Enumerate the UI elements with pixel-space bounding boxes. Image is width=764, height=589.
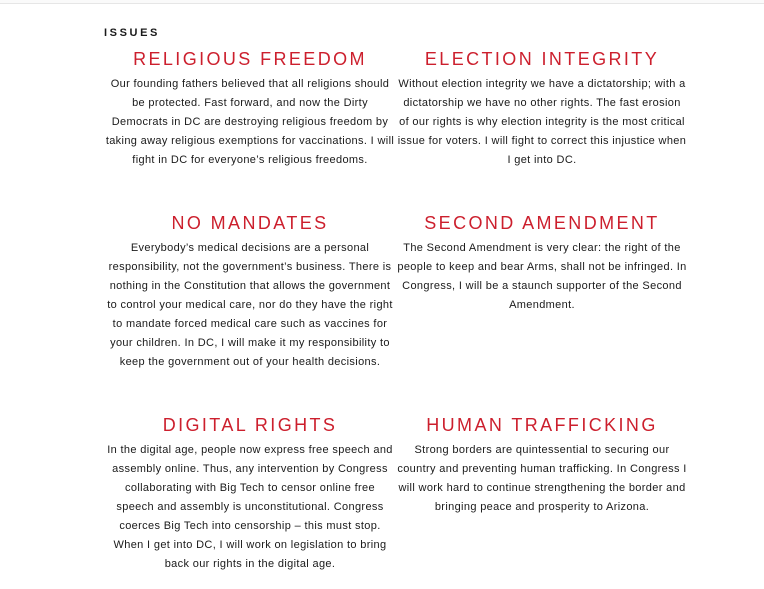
issue-religious-freedom <box>105 48 395 170</box>
issue-description: Strong borders are quintessential to securing our country and preventing human trafficking. In Congress I will work hard to continue strengthening the border and bringing peace and prosperity to Arizona. <box>397 444 687 513</box>
issue-description: Without election integrity we have a dictatorship; with a dictatorship we have no other rights. The fast erosion of our rights is why election integrity is the most critical issue for voters. I will fight to correct this injustice when I get into DC. <box>397 78 687 166</box>
issue-description: In the digital age, people now express free speech and assembly online. Thus, any intervention by Congress collaborating with Big Tech to censor online free speech and assembly is unconstitutional. Congress coerces Big Tech into censorship – this must stop. When I get into DC, I will work on legislation to bring back our rights in the digital age. <box>107 444 393 570</box>
issue-second-amendment <box>397 212 687 315</box>
issue-no-mandates <box>105 212 395 372</box>
issue-human-trafficking <box>397 414 687 517</box>
issue-title: DIGITAL RIGHTS <box>162 415 338 435</box>
issue-title: RELIGIOUS FREEDOM <box>133 49 367 69</box>
top-divider <box>0 0 764 4</box>
issue-election-integrity <box>397 48 687 170</box>
issue-title: SECOND AMENDMENT <box>424 213 660 233</box>
issue-title: NO MANDATES <box>171 213 329 233</box>
issue-title: HUMAN TRAFFICKING <box>426 415 658 435</box>
issue-title: ELECTION INTEGRITY <box>424 49 660 69</box>
issue-description: Our founding fathers believed that all religions should be protected. Fast forward, and now the Dirty Democrats in DC are destroying religious freedom by taking away religious exemptions for vaccinations. I will fight in DC for everyone’s religious freedoms. <box>105 78 395 166</box>
issue-description: Everybody’s medical decisions are a personal responsibility, not the government’s business. There is nothing in the Constitution that allows the government to control your medical care, nor do they have the right to mandate forced medical care such as vaccines for your children. In DC, I will make it my responsibility to keep the government out of your health decisions. <box>107 242 393 368</box>
issue-description: The Second Amendment is very clear: the right of the people to keep and bear Arms, shall not be infringed. In Congress, I will be a staunch supporter of the Second Amendment. <box>397 242 687 311</box>
section-label: ISSUES <box>104 27 160 39</box>
issue-digital-rights <box>105 414 395 574</box>
